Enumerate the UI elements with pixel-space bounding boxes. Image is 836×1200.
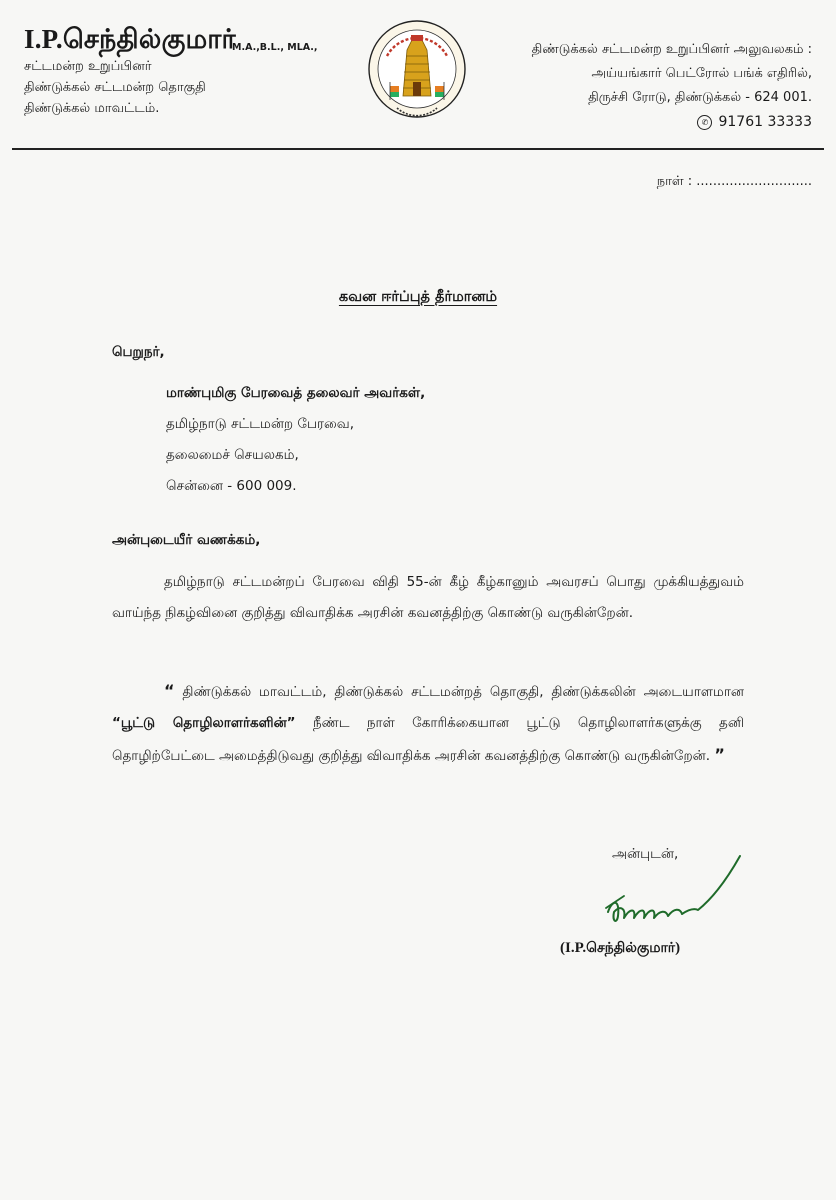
subject-text: கவன ஈர்ப்புத் தீர்மானம்	[338, 289, 498, 305]
letterhead-left	[24, 22, 354, 119]
office-landmark: அய்யங்கார் பெட்ரோல் பங்க் எதிரில்,	[591, 66, 812, 81]
open-quote: “	[164, 681, 175, 700]
office-title: திண்டுக்கல் சட்டமன்ற உறுப்பினர் அலுவலகம் :	[531, 42, 812, 57]
letterhead-name: I.P.செந்தில்குமார்	[24, 24, 236, 54]
subject-heading	[0, 286, 836, 307]
letterhead-constituency: திண்டுக்கல் சட்டமன்ற தொகுதி	[24, 80, 206, 95]
close-quote: ”	[714, 745, 725, 764]
letterhead-divider	[12, 148, 824, 150]
body-paragraph-2-highlight: “பூட்டு தொழிலாளர்களின்”	[112, 715, 296, 731]
letterhead-designation: சட்டமன்ற உறுப்பினர்	[24, 59, 152, 74]
salutation: அன்புடையீர் வணக்கம்,	[112, 532, 261, 548]
body-paragraph-2-part1: திண்டுக்கல் மாவட்டம், திண்டுக்கல் சட்டமன்றத் தொகுதி, திண்டுக்கலின் அடையாளமான	[182, 684, 744, 700]
signer-close: )	[675, 940, 681, 956]
office-phone: 91761 33333	[718, 114, 812, 130]
office-phone-row	[472, 110, 812, 134]
letterhead-district: திண்டுக்கல் மாவட்டம்.	[24, 101, 160, 116]
body-paragraph-1	[112, 567, 744, 629]
recipient-label: பெறுநர்,	[112, 344, 165, 360]
signer-name	[560, 940, 680, 958]
body-paragraph-2-part2: நீண்ட நாள் கோரிக்கையான பூட்டு தொழிலாளர்களுக்கு தனி தொழிற்பேட்டை அமைத்திடுவது குறித்து விவாதிக்க அரசின் கவனத்திற்கு கொண்டு வருகின்றேன்.	[112, 715, 744, 764]
body-paragraph-2	[112, 675, 744, 772]
recipient-line: தமிழ்நாடு சட்டமன்ற பேரவை,	[166, 416, 354, 432]
closing-line: அன்புடன்,	[612, 846, 679, 862]
body-paragraph-1-text: தமிழ்நாடு சட்டமன்றப் பேரவை விதி 55-ன் கீழ் கீழ்கானும் அவரசப் பொது முக்கியத்துவம் வாய்ந்த நிகழ்வினை குறித்து விவாதிக்க அரசின் கவனத்திற்கு கொண்டு வருகின்றேன்.	[112, 574, 744, 621]
letterhead-qualifications: M.A.,B.L., MLA.,	[232, 42, 318, 53]
letterhead-right	[472, 38, 812, 134]
signer-tamil-name: செந்தில்குமார்	[586, 940, 676, 956]
signer-open: (I.P.	[560, 940, 587, 956]
phone-icon: ✆	[697, 115, 712, 130]
handwritten-signature	[590, 850, 750, 950]
recipient-line: தலைமைச் செயலகம்,	[166, 447, 299, 463]
date-line: நாள் : ............................	[656, 174, 812, 189]
office-address: திருச்சி ரோடு, திண்டுக்கல் - 624 001.	[588, 90, 812, 105]
recipient-line: சென்னை - 600 009.	[166, 478, 297, 494]
recipient-address	[166, 378, 425, 502]
recipient-line: மாண்புமிகு பேரவைத் தலைவர் அவர்கள்,	[166, 385, 426, 401]
tamil-nadu-government-emblem-icon	[367, 16, 467, 122]
